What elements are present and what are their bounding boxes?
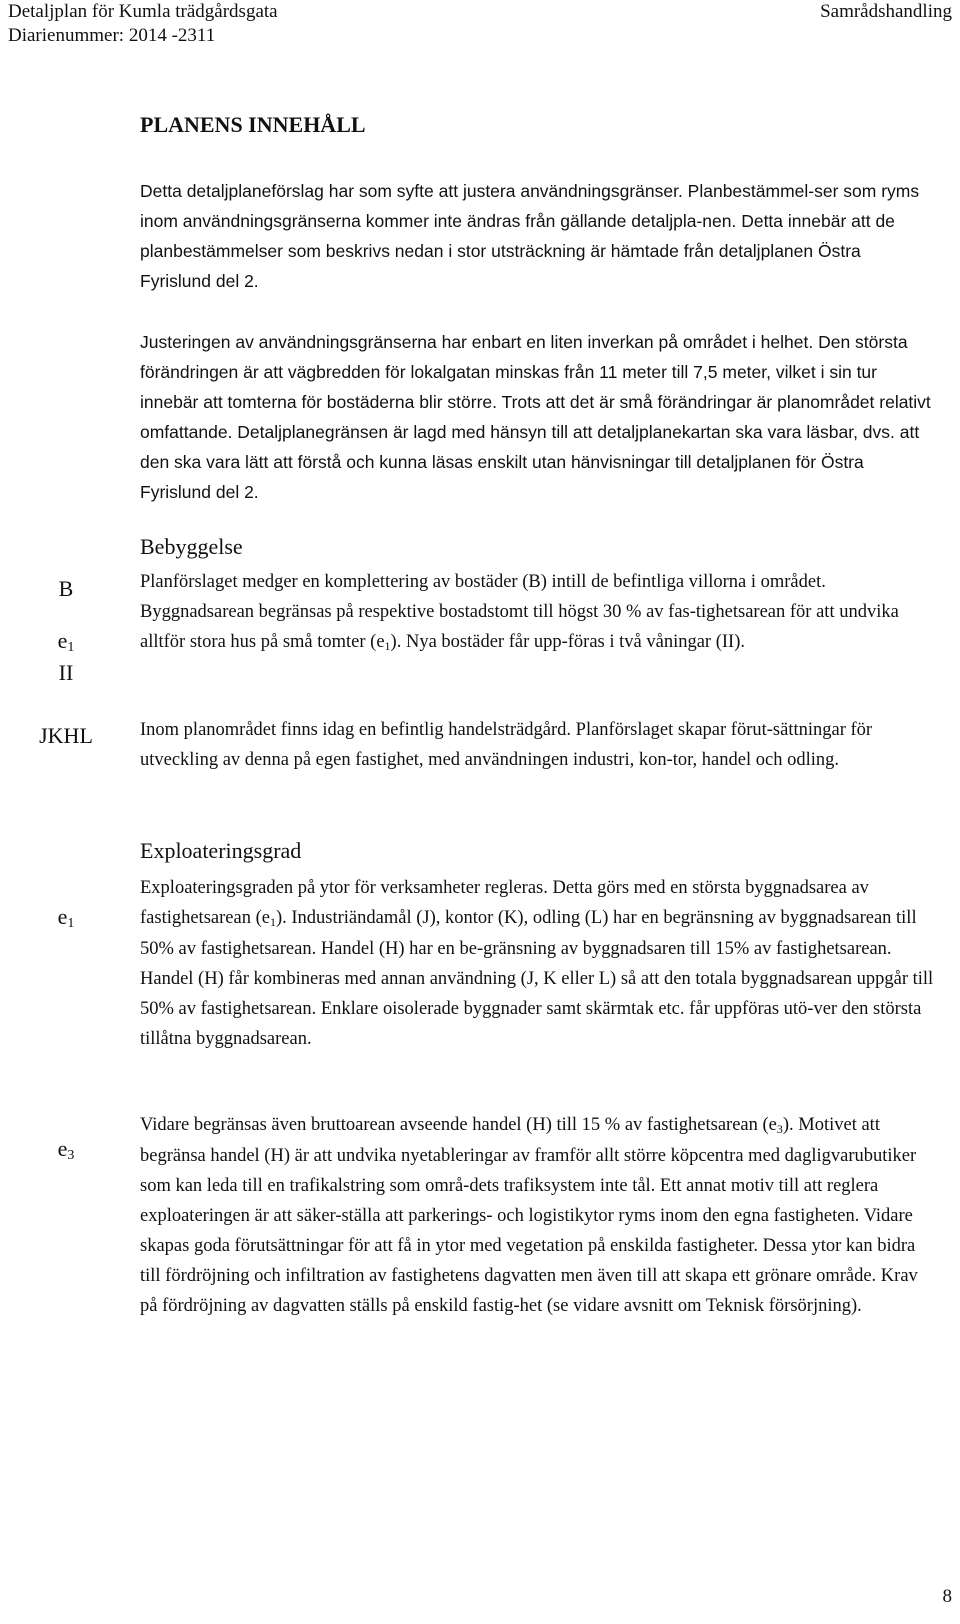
symbol-e3: $e_3$ [57,1136,75,1163]
symbol-b: B [58,576,74,601]
section-heading-bebyggelse: Bebyggelse [140,534,243,559]
intro-paragraph-2: Justeringen av användningsgränserna har enbart en liten inverkan på området i helhet. Den största förändringen är att vägbredden för lokalgatan minskas från 11 meter till 7,5 meter, vilket i sin tur innebär att tomterna för bostäderna blir större. Trots att det är små förändringar är planområdet relativt omfattande. Detaljplanegränsen är lagd med hänsyn till att detaljplanekartan ska vara läsbar, dvs. att den ska vara lätt att förstå och kunna läsas enskilt utan hänvisningar till detaljplanen för Östra Fyrislund del 2. [140,332,931,502]
bebyggelse-paragraph-1: Planförslaget medger en komplettering av bostäder (B) intill de befintliga villorna i området. Byggnadsarean begränsas på respektive bostadstomt till högst 30 % av fas-tighetsarean för att undvika alltför stora hus på små tomter $(e_1)$. Nya bostäder får upp-föras i två våningar (II). [140,572,899,653]
section-heading-exploateringsgrad: Exploateringsgrad [140,838,302,863]
header-document-title [8,0,278,48]
header-document-status: Samrådshandling [820,1,952,22]
header-plan-name: Detaljplan för Kumla trädgårdsgata [8,1,278,22]
symbol-ii: II [58,660,74,685]
symbol-jkhl: JKHL [39,723,93,748]
intro-paragraph-1: Detta detaljplaneförslag har som syfte att justera användningsgränser. Planbestämmel-ser som ryms inom användningsgränserna kommer inte ändras från gällande detaljpla-nen. Detta innebär att de planbestämmelser som beskrivs nedan i stor utsträckning är hämtade från detaljplanen Östra Fyrislund del 2. [140,181,920,291]
symbol-e1-exploatering: $e_1$ [57,904,75,931]
exploatering-paragraph-2: Vidare begränsas även bruttoarean avseende handel (H) till 15 % av fastighetsarean $(e_3)$. Motivet att begränsa handel (H) är att undvika nyetableringar av framför allt större köpcentra med dagligvarubutiker som kan leda till en trafikalstring som områ-dets trafiksystem inte tål. Ett annat motiv till att reglera exploateringen är att säker-ställa att parkerings- och logistikytor ryms inom den egna fastigheten. Vidare skapas goda förutsättningar för att få in ytor med vegetation på enskilda fastigheter. Dessa ytor kan bidra till fördröjning och infiltration av fastighetens dagvatten men även till att skapa ett grönare område. Krav på fördröjning av dagvatten ställs på enskild fastig-het (se vidare avsnitt om Teknisk försörjning). [140,1115,918,1316]
page-number: 8 [942,1586,952,1607]
page-title: PLANENS INNEHÅLL [140,112,366,137]
symbol-e1: $e_1$ [57,628,75,655]
header-diary-number: Diarienummer: 2014 -2311 [8,25,216,46]
bebyggelse-paragraph-2: Inom planområdet finns idag en befintlig handelsträdgård. Planförslaget skapar förut-sättningar för utveckling av denna på egen fastighet, med användningen industri, kon-tor, handel och odling. [140,720,873,770]
exploatering-paragraph-1: Exploateringsgraden på ytor för verksamheter regleras. Detta görs med en största byggnadsarea av fastighetsarean $(e_1)$. Industriändamål (J), kontor (K), odling (L) har en begränsning av byggnadsarean till 50% av fastighetsarean. Handel (H) har en be-gränsning av byggnadsaren till 15% av fastighetsarean. Handel (H) får kombineras med annan användning (J, K eller L) så att den totala byggnadsarean uppgår till 50% av fastighetsarean. Enklare oisolerade byggnader samt skärmtak etc. får uppföras utö-ver den största tillåtna byggnadsarean. [140,878,934,1049]
